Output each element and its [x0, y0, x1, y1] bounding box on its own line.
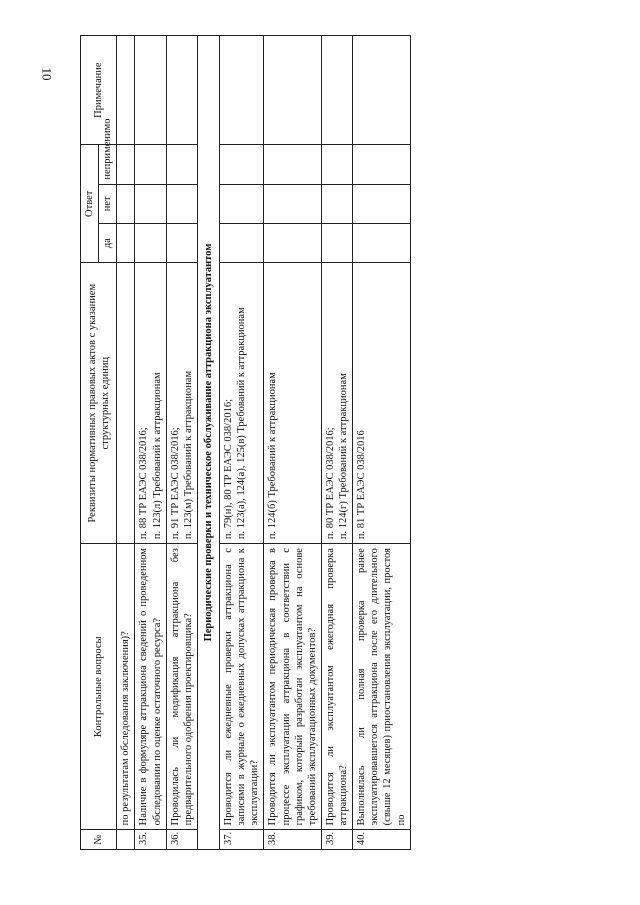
checklist-table	[80, 35, 411, 850]
answer-na-cell[interactable]	[353, 145, 411, 184]
answer-yes-cell[interactable]	[220, 223, 264, 262]
table-row	[321, 36, 352, 850]
row-num	[117, 830, 135, 850]
note-cell[interactable]	[135, 36, 166, 145]
answer-no-cell[interactable]	[220, 184, 264, 223]
row-num: 38.	[264, 830, 322, 850]
header-num: №	[81, 830, 117, 850]
header-answer: Ответ	[81, 145, 99, 263]
row-question: по результатам обследования заключения)?	[117, 544, 135, 830]
row-question: Выполнялась ли полная проверка ранее эксплуатировавшегося аттракциона после его длительного (свыше 12 месяцев) приостановления эксплуатации, простоя по	[353, 544, 411, 830]
row-question: Проводится ли ежедневные проверки аттракциона с записями в журнале о ежедневных допусках аттракциона к эксплуатации?	[220, 544, 264, 830]
header-note: Примечание	[81, 36, 117, 145]
note-cell[interactable]	[264, 36, 322, 145]
note-cell[interactable]	[117, 36, 135, 145]
note-cell[interactable]	[166, 36, 197, 145]
row-reference: п. 80 ТР ЕАЭС 038/2016; п. 124(г) Требований к аттракционам	[321, 263, 352, 544]
row-reference: п. 88 ТР ЕАЭС 038/2016; п. 123(л) Требований к аттракционам	[135, 263, 166, 544]
answer-no-cell[interactable]	[135, 184, 166, 223]
row-num: 37.	[220, 830, 264, 850]
row-num: 36.	[166, 830, 197, 850]
answer-yes-cell[interactable]	[135, 223, 166, 262]
answer-na-cell[interactable]	[135, 145, 166, 184]
row-num: 40.	[353, 830, 411, 850]
answer-no-cell[interactable]	[117, 184, 135, 223]
answer-na-cell[interactable]	[220, 145, 264, 184]
answer-na-cell[interactable]	[166, 145, 197, 184]
answer-yes-cell[interactable]	[117, 223, 135, 262]
header-reference: Реквизиты нормативных правовых актов с указанием структурных единиц	[81, 263, 117, 544]
note-cell[interactable]	[353, 36, 411, 145]
row-num: 39.	[321, 830, 352, 850]
answer-na-cell[interactable]	[321, 145, 352, 184]
note-cell[interactable]	[321, 36, 352, 145]
rotated-page	[80, 35, 610, 850]
answer-na-cell[interactable]	[264, 145, 322, 184]
section-row	[197, 36, 219, 850]
header-question: Контрольные вопросы	[81, 544, 117, 830]
row-reference	[117, 263, 135, 544]
note-cell[interactable]	[220, 36, 264, 145]
table-row	[264, 36, 322, 850]
answer-yes-cell[interactable]	[353, 223, 411, 262]
row-reference: п. 81 ТР ЕАЭС 038/2016	[353, 263, 411, 544]
table-row	[135, 36, 166, 850]
answer-no-cell[interactable]	[264, 184, 322, 223]
section-title: Периодические проверки и техническое обслуживание аттракциона эксплуатантом	[197, 36, 219, 850]
row-reference: п. 91 ТР ЕАЭС 038/2016; п. 123(м) Требований к аттракционам	[166, 263, 197, 544]
row-question: Проводилась ли модификация аттракциона без предварительного одобрения проектировщика?	[166, 544, 197, 830]
row-question: Проводится ли эксплуатантом ежегодная проверка аттракциона?	[321, 544, 352, 830]
answer-no-cell[interactable]	[353, 184, 411, 223]
table-row	[353, 36, 411, 850]
row-question: Наличие в формуляре аттракциона сведений о проведенном обследовании по оценке остаточного ресурса?	[135, 544, 166, 830]
answer-no-cell[interactable]	[166, 184, 197, 223]
table-row	[166, 36, 197, 850]
table-row	[220, 36, 264, 850]
row-reference: п. 79(н), 80 ТР ЕАЭС 038/2016; п. 123(а), 124(а), 125(в) Требований к аттракционам	[220, 263, 264, 544]
header-no: нет	[99, 184, 117, 223]
table-row	[117, 36, 135, 850]
answer-na-cell[interactable]	[117, 145, 135, 184]
row-reference: п. 124(б) Требований к аттракционам	[264, 263, 322, 544]
page-number: 10	[39, 67, 55, 81]
answer-yes-cell[interactable]	[264, 223, 322, 262]
header-yes: да	[99, 223, 117, 262]
header-na: неприменимо	[99, 145, 117, 184]
answer-no-cell[interactable]	[321, 184, 352, 223]
answer-yes-cell[interactable]	[321, 223, 352, 262]
row-num: 35.	[135, 830, 166, 850]
row-question: Проводится ли эксплуатантом периодическая проверка в процессе эксплуатации аттракциона в соответствии с графиком, который разработан эксплуатантом на основе требований эксплуатационных документов?	[264, 544, 322, 830]
answer-yes-cell[interactable]	[166, 223, 197, 262]
